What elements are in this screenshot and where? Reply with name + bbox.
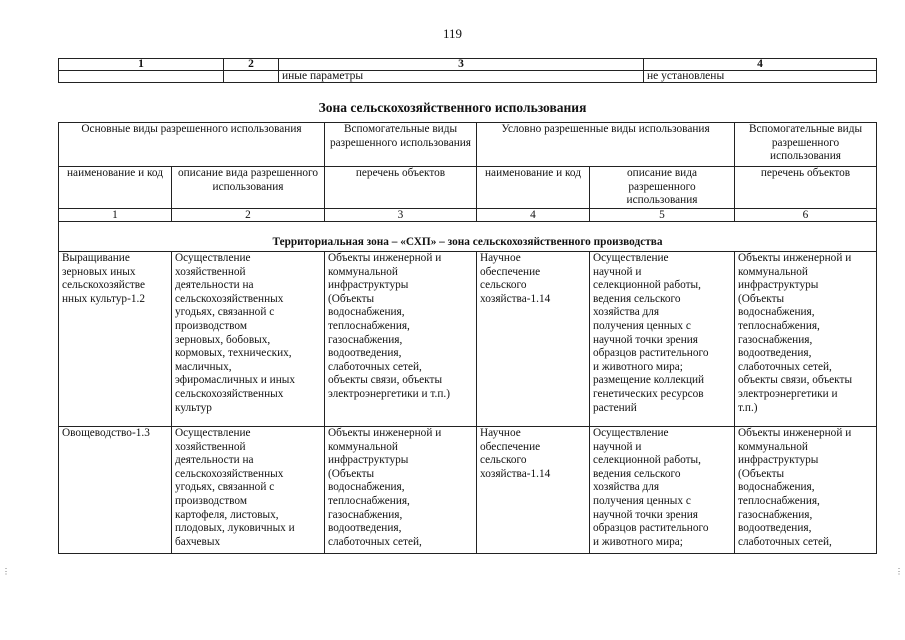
group-header-conditional-uses: Условно разрешенные виды использования — [477, 123, 735, 167]
use-name-code: Овощеводство-1.3 — [59, 427, 172, 554]
conditional-use-name-code: Научное обеспечение сельского хозяйства-1.14 — [477, 252, 590, 427]
conditional-use-description: Осуществление научной и селекционной работы, ведения сельского хозяйства для получения ценных с научной точки зрения образцов растительного и животного мира; — [590, 427, 735, 554]
conditional-objects-list: Объекты инженерной и коммунальной инфраструктуры (Объекты водоснабжения, теплоснабжения, газоснабжения, водоотведения, слаботочных сетей, — [735, 427, 877, 554]
parameters-header-cell: 3 — [279, 59, 644, 71]
table-row — [59, 252, 877, 427]
use-name-code: Выращивание зерновых иных сельскохозяйстве нных культур-1.2 — [59, 252, 172, 427]
column-number: 5 — [590, 209, 735, 222]
group-header-auxiliary-uses: Вспомогательные виды разрешенного использования — [325, 123, 477, 167]
group-header-main-uses: Основные виды разрешенного использования — [59, 123, 325, 167]
conditional-use-name-code: Научное обеспечение сельского хозяйства-1.14 — [477, 427, 590, 554]
parameters-header-cell: 1 — [59, 59, 224, 71]
use-description: Осуществление хозяйственной деятельности на сельскохозяйственных угодьях, связанной с производством зерновых, бобовых, кормовых, технических, масличных, эфиромасличных и иных сельскохозяйственных культур — [172, 252, 325, 427]
page-number: 119 — [442, 26, 463, 41]
zone-row-title: Территориальная зона – «СХП» – зона сельскохозяйственного производства — [59, 222, 877, 252]
column-number-row — [59, 209, 877, 222]
conditional-objects-list: Объекты инженерной и коммунальной инфраструктуры (Объекты водоснабжения, теплоснабжения, газоснабжения, водоотведения, слаботочных сетей, объекты связи, объекты электроэнергетики и т.п.) — [735, 252, 877, 427]
column-number: 3 — [325, 209, 477, 222]
sub-header-description: описание вида разрешенного использования — [172, 167, 325, 209]
sub-header-description-2: описание вида разрешенного использования — [590, 167, 735, 209]
parameters-cell — [224, 71, 279, 83]
sub-header-objects-list: перечень объектов — [325, 167, 477, 209]
objects-list: Объекты инженерной и коммунальной инфраструктуры (Объекты водоснабжения, теплоснабжения, газоснабжения, водоотведения, слаботочных сетей, — [325, 427, 477, 554]
table-row — [59, 427, 877, 554]
zone-row — [59, 222, 877, 252]
scan-edge-mark-left: ⋮ — [2, 567, 10, 576]
scan-edge-mark-right: ⋮ — [895, 567, 903, 576]
parameters-cell: не установлены — [644, 71, 877, 83]
parameters-header-cell: 4 — [644, 59, 877, 71]
parameters-row — [59, 71, 877, 83]
sub-header-name-code: наименование и код — [59, 167, 172, 209]
parameters-cell: иные параметры — [279, 71, 644, 83]
parameters-table — [58, 58, 877, 83]
zone-title: Зона сельскохозяйственного использования — [318, 100, 587, 115]
sub-header-row — [59, 167, 877, 209]
land-use-table — [58, 122, 877, 554]
sub-header-objects-list-2: перечень объектов — [735, 167, 877, 209]
use-description: Осуществление хозяйственной деятельности на сельскохозяйственных угодьях, связанной с производством картофеля, листовых, плодовых, луковичных и бахчевых — [172, 427, 325, 554]
column-number: 6 — [735, 209, 877, 222]
parameters-header-cell: 2 — [224, 59, 279, 71]
group-header-auxiliary-uses-2: Вспомогательные виды разрешенного использования — [735, 123, 877, 167]
parameters-header-row — [59, 59, 877, 71]
objects-list: Объекты инженерной и коммунальной инфраструктуры (Объекты водоснабжения, теплоснабжения, газоснабжения, водоотведения, слаботочных сетей, объекты связи, объекты электроэнергетики и т.п.) — [325, 252, 477, 427]
column-number: 1 — [59, 209, 172, 222]
column-number: 4 — [477, 209, 590, 222]
sub-header-name-code-2: наименование и код — [477, 167, 590, 209]
group-header-row — [59, 123, 877, 167]
conditional-use-description: Осуществление научной и селекционной работы, ведения сельского хозяйства для получения ценных с научной точки зрения образцов растительного и животного мира; размещение коллекций генетических ресурсов растений — [590, 252, 735, 427]
column-number: 2 — [172, 209, 325, 222]
parameters-cell — [59, 71, 224, 83]
